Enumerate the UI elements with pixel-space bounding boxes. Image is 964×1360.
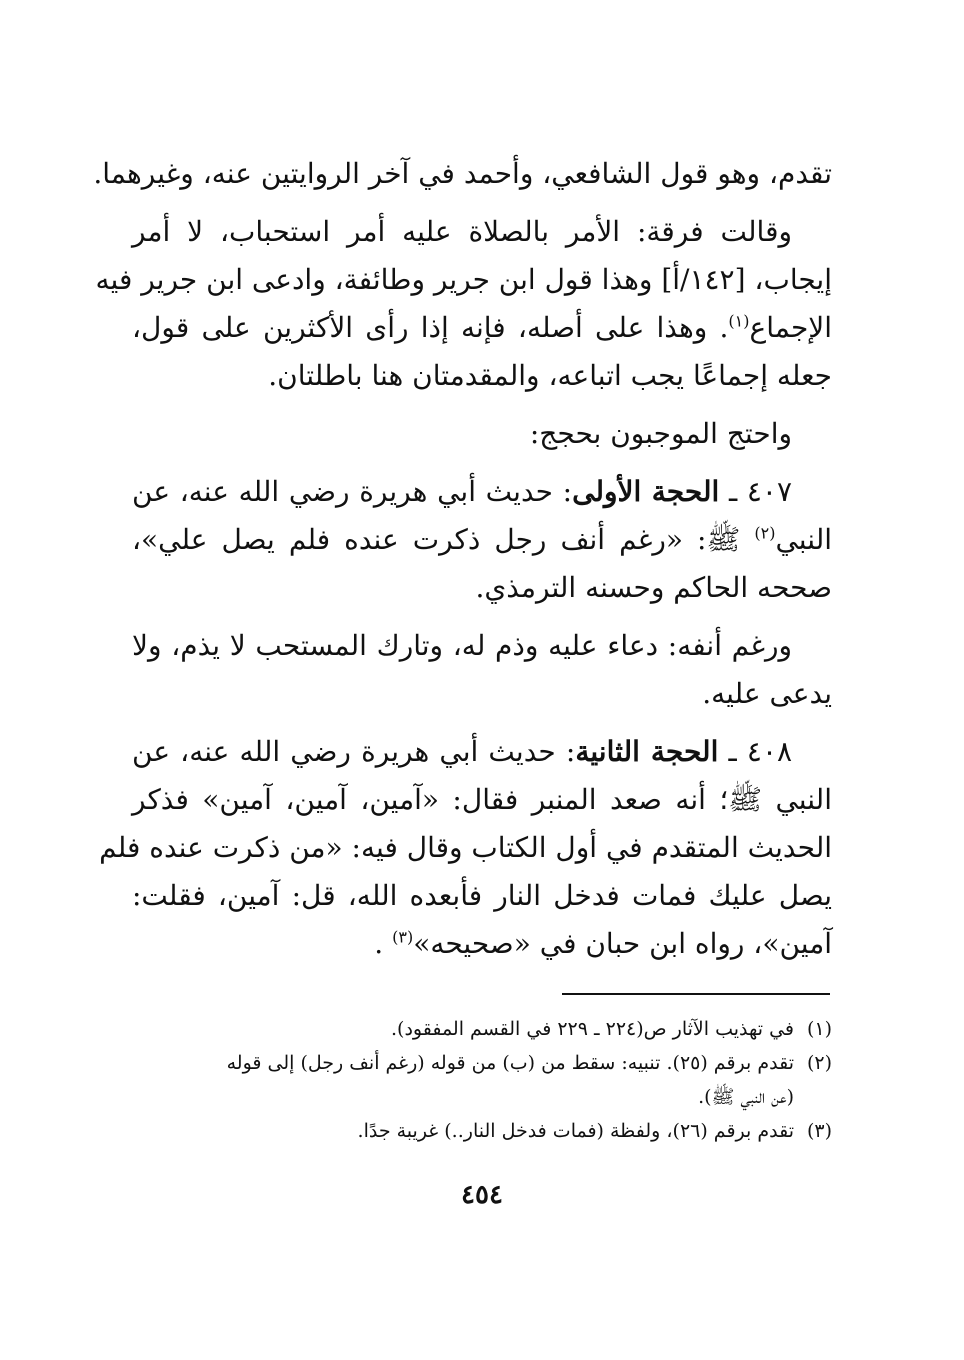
text-line: صححه الحاكم وحسنه الترمذي. (475, 571, 832, 604)
text-line (132, 304, 832, 352)
paragraph-6 (99, 728, 832, 968)
footnote-number: (٢) (806, 1052, 832, 1074)
footnote-3 (132, 1114, 832, 1148)
text-line: تقدم، وهو قول الشافعي، وأحمد في آخر الروايتين عنه، وغيرهما. (93, 157, 832, 190)
footnote-text: تقدم برقم (٢٦)، ولفظة (فمات فدخل النار..) غريبة جدًا. (357, 1120, 794, 1142)
text-fragment: : حديث أبي هريرة رضي الله عنه، عن (132, 735, 576, 768)
text-line: وقالت فرقة: الأمر بالصلاة عليه أمر استحباب، لا أمر (132, 215, 792, 248)
paragraph-4 (132, 468, 832, 612)
footnotes (132, 1012, 832, 1148)
text-fragment: ﷺ: «رغم أنف رجل ذكرت عنده فلم يصل علي»، (132, 523, 741, 556)
text-line (132, 920, 832, 968)
text-line: إيجاب، [١٤٢/أ] وهذا قول ابن جرير وطائفة، وادعى ابن جرير فيه (95, 263, 832, 296)
text-line (132, 516, 832, 564)
footnote-ref-3: (٣) (392, 927, 414, 947)
text-fragment: آمين»، رواه ابن حبان في «صحيحه» (413, 927, 832, 960)
text-fragment: : حديث أبي هريرة رضي الله عنه، عن (132, 475, 573, 508)
text-fragment: . (374, 927, 384, 960)
text-line: الحديث المتقدم في أول الكتاب وقال فيه: «من ذكرت عنده فلم (99, 831, 832, 864)
footnote-2-continued: (عن النبي ﷺ). (698, 1086, 794, 1108)
footnote-ref-2: (٢) (754, 523, 776, 543)
text-line (132, 728, 832, 776)
text-line: النبي ﷺ؛ أنه صعد المنبر فقال: «آمين، آمين، آمين» فذكر (132, 783, 832, 816)
text-line: جعله إجماعًا يجب اتباعه، والمقدمتان هنا باطلتان. (268, 359, 832, 392)
footnote-number: (٣) (806, 1120, 832, 1142)
footnote-text: في تهذيب الآثار ص(٢٢٤ ـ ٢٢٩ في القسم المفقود). (391, 1018, 794, 1040)
item-number: ٤٠٧ ـ (728, 475, 792, 508)
text-line: يدعى عليه. (702, 677, 832, 710)
footnote-1 (132, 1012, 832, 1046)
text-fragment: . وهذا على أصله، فإنه إذا رأى الأكثرين على قول، (132, 311, 729, 344)
paragraph-5 (132, 622, 832, 718)
main-text (93, 150, 832, 968)
section-heading: الحجة الثانية (575, 735, 719, 768)
footnote-separator (562, 993, 830, 995)
footnote-number: (١) (806, 1018, 832, 1040)
section-heading: الحجة الأولى (572, 475, 720, 508)
footnote-text: تقدم برقم (٢٥). تنبيه: سقط من (ب) من قوله (رغم أنف رجل) إلى قوله (226, 1052, 794, 1074)
item-number: ٤٠٨ ـ (728, 735, 793, 768)
page-number: ٤٥٤ (461, 1180, 503, 1210)
text-fragment: النبي (775, 523, 832, 556)
paragraph-3 (132, 410, 832, 458)
text-line (132, 468, 832, 516)
text-line: واحتج الموجبون بحجج: (529, 417, 792, 450)
paragraph-2 (95, 208, 832, 400)
text-fragment: الإجماع (749, 311, 832, 344)
text-line: ورغم أنفه: دعاء عليه وذم له، وتارك المستحب لا يذم، ولا (132, 629, 793, 662)
paragraph-1 (93, 150, 832, 198)
footnote-ref-1: (١) (728, 311, 750, 331)
text-line: يصل عليك فمات فدخل النار فأبعده الله، قل: آمين، فقلت: (132, 879, 832, 912)
footnote-2 (132, 1046, 832, 1080)
